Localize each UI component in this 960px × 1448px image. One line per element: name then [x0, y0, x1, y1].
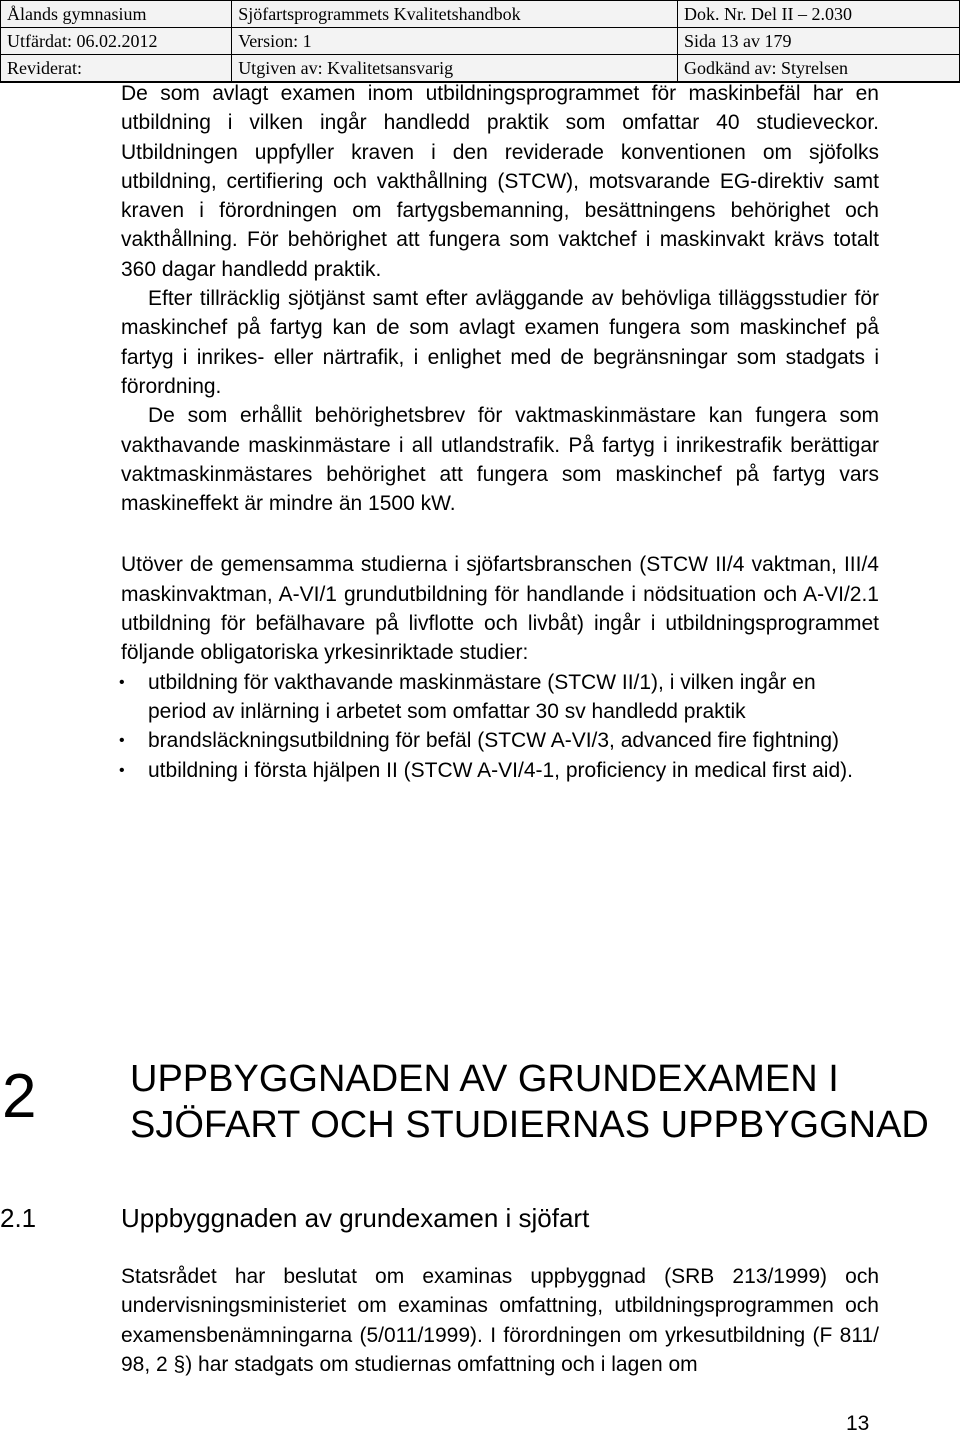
section-content	[121, 1262, 879, 1379]
header-row	[1, 28, 960, 55]
handbook-title: Sjöfartsprogrammets Kvalitetshandbok	[232, 1, 678, 28]
paragraph-degree-structure: Statsrådet har beslutat om examinas uppbyggnad (SRB 213/1999) och undervisningsministeriet om examinas omfattning, utbildningsprogrammen och examensbenämningarna (5/011/1999). I förordningen om yrkesutbildning (F 811/ 98, 2 §) har stadgats om studiernas omfattning och i lagen om	[121, 1265, 879, 1376]
paragraph-training-overview: De som avlagt examen inom utbildningsprogrammet för maskinbefäl har en utbildning i vilken ingår handledd praktik som omfattar 40 studieveckor. Utbildningen uppfyller kraven i den reviderade konventionen om sjöfolks utbildning, certifiering och vakthållning (STCW), motsvarande EG-direktiv samt kraven i förordningen om fartygsbemanning, besättningens behörighet och vakthållning. För behörighet att fungera som vaktchef i maskinvakt krävs totalt 360 dagar handledd praktik.	[121, 82, 879, 281]
section-title: Uppbyggnaden av grundexamen i sjöfart	[121, 1203, 590, 1233]
body-content	[121, 79, 879, 785]
chapter-title-line: SJÖFART OCH STUDIERNAS UPPBYGGNAD	[130, 1104, 929, 1146]
chapter-number: 2	[2, 1062, 37, 1131]
bullet-icon: •	[119, 673, 125, 691]
page-number: 13	[846, 1412, 870, 1435]
document-number: Dok. Nr. Del II – 2.030	[677, 1, 959, 28]
paragraph-watch-engineer: De som erhållit behörighetsbrev för vaktmaskinmästare kan fungera som vakthavande maskinmästare i all utlandstrafik. På fartyg i inrikestrafik berättigar vaktmaskinmästares behörighet att fungera som maskinchef på fartyg vars maskineffekt är mindre än 1500 kW.	[121, 404, 879, 516]
revised: Reviderat:	[1, 55, 232, 83]
mandatory-studies-list	[121, 668, 879, 785]
list-item-text: utbildning för vakthavande maskinmästare (STCW II/1), i vilken ingår en period av inlärning i arbetet som omfattar 30 sv handledd praktik	[148, 670, 816, 723]
school-name: Ålands gymnasium	[1, 1, 232, 28]
document-header	[0, 0, 960, 83]
spacer	[121, 518, 879, 550]
bullet-icon: •	[119, 732, 125, 750]
paragraph-chief-engineer: Efter tillräcklig sjötjänst samt efter avläggande av behövliga tilläggsstudier för maskinchef på fartyg kan de som avlagt examen fungera som maskinchef på fartyg i inrikes- eller närtrafik, i enlighet med de begränsningar som stadgats i förordning.	[121, 287, 879, 398]
chapter-title	[130, 1056, 960, 1148]
list-item-text: brandsläckningsutbildning för befäl (STCW A-VI/3, advanced fire fightning)	[148, 729, 840, 753]
chapter-title-line: UPPBYGGNADEN AV GRUNDEXAMEN I	[130, 1058, 839, 1100]
header-row	[1, 1, 960, 28]
list-item-text: utbildning i första hjälpen II (STCW A-VI/4-1, proficiency in medical first aid).	[148, 758, 853, 782]
section-number: 2.1	[0, 1203, 37, 1233]
issued-date: Utfärdat: 06.02.2012	[1, 28, 232, 55]
issued-by: Utgiven av: Kvalitetsansvarig	[232, 55, 678, 83]
bullet-icon: •	[119, 761, 125, 779]
paragraph-mandatory-studies: Utöver de gemensamma studierna i sjöfartsbranschen (STCW II/4 vaktman, III/4 maskinvaktman, A-VI/1 grundutbildning för handlande i nödsituation och A-VI/2.1 utbildning för befälhavare på livflotte och livbåt) ingår i utbildningsprogrammet följande obligatoriska yrkesinriktade studier:	[121, 553, 879, 665]
approved-by: Godkänd av: Styrelsen	[677, 55, 959, 83]
list-item	[121, 756, 879, 785]
header-row	[1, 55, 960, 83]
list-item	[121, 668, 879, 727]
version: Version: 1	[232, 28, 678, 55]
list-item	[121, 726, 879, 755]
page-count: Sida 13 av 179	[677, 28, 959, 55]
